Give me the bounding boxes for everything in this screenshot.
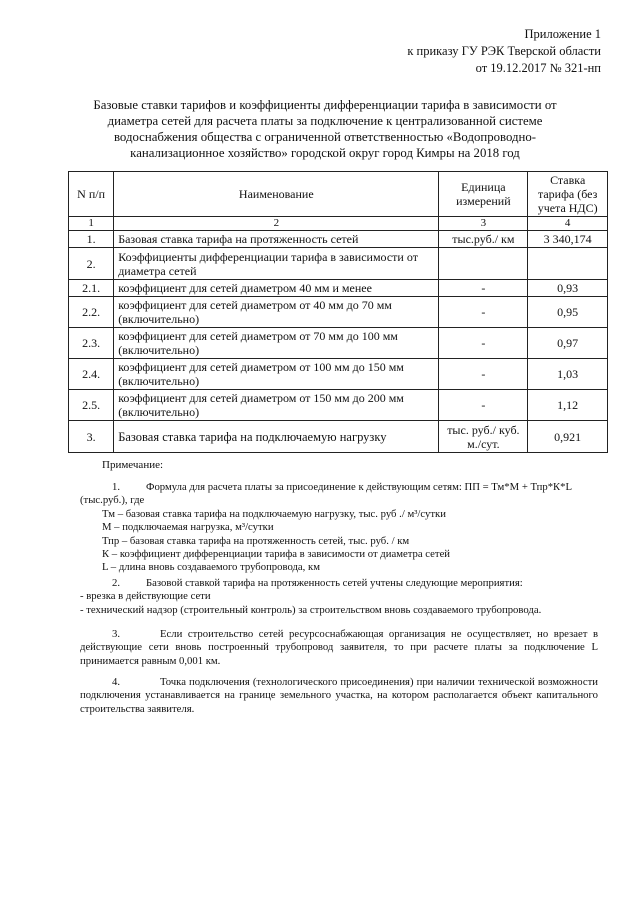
- row-name: коэффициент для сетей диаметром от 150 мм до 200 мм (включительно): [114, 390, 439, 421]
- notes-heading: Примечание:: [102, 459, 164, 471]
- row-rate: 0,95: [528, 297, 608, 328]
- row-rate: [528, 248, 608, 280]
- note-2: [80, 577, 598, 617]
- index-cell: 1: [69, 217, 114, 231]
- table-row: [69, 231, 608, 248]
- definition-item: Тм – базовая ставка тарифа на подключаемую нагрузку, тыс. руб ./ м³/сутки: [102, 507, 446, 520]
- definition-item: L – длина вновь создаваемого трубопровода, км: [102, 561, 320, 574]
- definition-item: Тпр – базовая ставка тарифа на протяженность сетей, тыс. руб. / км: [102, 534, 410, 547]
- note-1-formula: Формула для расчета платы за присоединение к действующим сетям: ПП = Тм*М + Тпр*К*L: [146, 481, 573, 493]
- header-unit: Единица измерений: [439, 172, 528, 217]
- row-name: Коэффициенты дифференциации тарифа в зависимости от диаметра сетей: [114, 248, 439, 280]
- title-line-4: канализационное хозяйство» городской округ город Кимры на 2018 год: [130, 146, 520, 160]
- note-1: [80, 481, 598, 575]
- row-unit: -: [439, 359, 528, 390]
- note-3: [80, 628, 598, 668]
- note-3-text: Если строительство сетей ресурсоснабжающая организация не осуществляет, но врезает в действующие сети вновь построенный трубопровод заявителя, то при расчете платы за подключение L принимается равным 0,001 км.: [80, 628, 598, 667]
- note-2-text: Базовой ставкой тарифа на протяженность сетей учтены следующие мероприятия:: [146, 577, 523, 589]
- table-row: [69, 280, 608, 297]
- table-row: [69, 390, 608, 421]
- table-row: [69, 248, 608, 280]
- note-2-number: 2.: [112, 577, 121, 589]
- row-unit: -: [439, 390, 528, 421]
- header-num: N п/п: [69, 172, 114, 217]
- row-rate: 1,12: [528, 390, 608, 421]
- definition-item: М – подключаемая нагрузка, м³/сутки: [102, 521, 274, 534]
- index-cell: 4: [528, 217, 608, 231]
- title-line-2: диаметра сетей для расчета платы за подключение к централизованной системе: [107, 114, 543, 128]
- note-4-number: 4.: [112, 676, 121, 688]
- row-name: коэффициент для сетей диаметром 40 мм и менее: [114, 280, 439, 297]
- note-3-number: 3.: [112, 628, 121, 640]
- table-header-row: [69, 172, 608, 217]
- row-unit: -: [439, 280, 528, 297]
- row-name: Базовая ставка тарифа на подключаемую нагрузку: [114, 421, 439, 453]
- row-name: коэффициент для сетей диаметром от 40 мм до 70 мм (включительно): [114, 297, 439, 328]
- row-unit: [439, 248, 528, 280]
- row-num: 1.: [69, 231, 114, 248]
- row-rate: 0,93: [528, 280, 608, 297]
- row-rate: 3 340,174: [528, 231, 608, 248]
- row-unit: -: [439, 328, 528, 359]
- row-num: 2.4.: [69, 359, 114, 390]
- row-num: 2.: [69, 248, 114, 280]
- row-num: 2.1.: [69, 280, 114, 297]
- header-name: Наименование: [114, 172, 439, 217]
- row-rate: 0,97: [528, 328, 608, 359]
- note-1-number: 1.: [112, 481, 121, 493]
- row-rate: 0,921: [528, 421, 608, 453]
- header-rate: Ставка тарифа (без учета НДС): [528, 172, 608, 217]
- row-rate: 1,03: [528, 359, 608, 390]
- row-num: 2.2.: [69, 297, 114, 328]
- index-cell: 3: [439, 217, 528, 231]
- annex-line-2: к приказу ГУ РЭК Тверской области: [407, 44, 601, 58]
- document-title: [90, 97, 560, 161]
- title-line-1: Базовые ставки тарифов и коэффициенты дифференциации тарифа в зависимости от: [93, 98, 557, 112]
- note-4: [80, 676, 598, 716]
- row-name: Базовая ставка тарифа на протяженность сетей: [114, 231, 439, 248]
- table-index-row: [69, 217, 608, 231]
- annex-line-3: от 19.12.2017 № 321-нп: [475, 61, 601, 75]
- table-row: [69, 297, 608, 328]
- table-row: [69, 328, 608, 359]
- note-4-text: Точка подключения (технологического присоединения) при наличии технической возможности подключения устанавливается на границе земельного участка, на котором располагается объект капитального строительства заявителя.: [80, 676, 598, 715]
- note-1-definitions: [80, 508, 598, 575]
- row-num: 2.3.: [69, 328, 114, 359]
- note-1-continuation: (тыс.руб.), где: [80, 494, 145, 507]
- annex-line-1: Приложение 1: [524, 27, 601, 41]
- row-num: 2.5.: [69, 390, 114, 421]
- row-name: коэффициент для сетей диаметром от 70 мм до 100 мм (включительно): [114, 328, 439, 359]
- note-2-item: - технический надзор (строительный контроль) за строительством вновь создаваемого трубопровода.: [80, 603, 542, 616]
- index-cell: 2: [114, 217, 439, 231]
- definition-item: К – коэффициент дифференциации тарифа в зависимости от диаметра сетей: [102, 548, 451, 561]
- row-num: 3.: [69, 421, 114, 453]
- annex-header: [407, 26, 601, 77]
- row-unit: тыс. руб./ куб. м./сут.: [439, 421, 528, 453]
- row-unit: тыс.руб./ км: [439, 231, 528, 248]
- row-unit: -: [439, 297, 528, 328]
- tariff-table: [68, 171, 608, 453]
- table-row: [69, 421, 608, 453]
- note-2-item: - врезка в действующие сети: [80, 590, 211, 603]
- row-name: коэффициент для сетей диаметром от 100 мм до 150 мм (включительно): [114, 359, 439, 390]
- title-line-3: водоснабжения общества с ограниченной ответственностью «Водопроводно-: [113, 130, 537, 144]
- table-row: [69, 359, 608, 390]
